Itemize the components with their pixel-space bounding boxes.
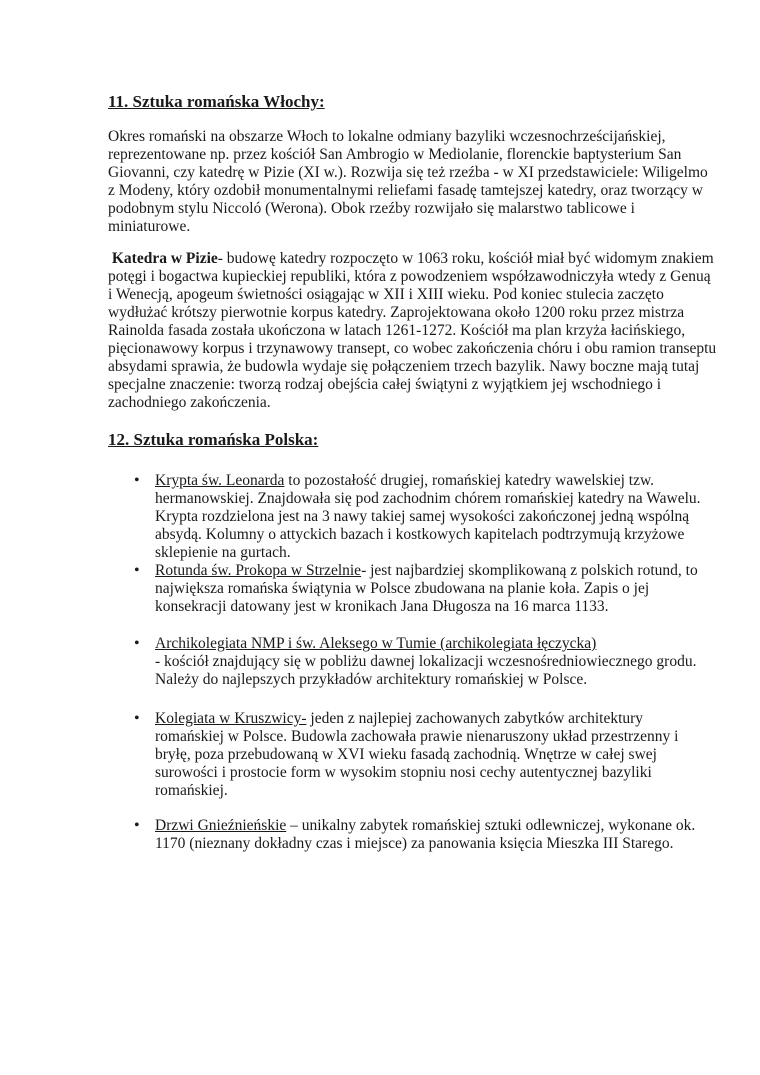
item-title: Kolegiata w Kruszwicy- [155,710,307,727]
item-text: jeden z najlepiej zachowanych zabytków architektury romańskiej w Polsce. Budowla zachowała prawie nienaruszony układ przestrzenny i bryłę, poza przebudowaną w XVI wieku fasadą zachodnią. Wnętrze w całej swej surowości i prostocie form w wysokim stopniu nosi cechy autentycznej bazyliki romańskiej. [155,710,679,799]
pisa-cathedral-title: Katedra w Pizie [111,250,218,267]
pisa-cathedral-paragraph [108,250,718,412]
list-item [155,710,715,800]
item-title: Archikolegiata NMP i św. Aleksego w Tumie (archikolegiata łęczycka) [155,635,597,652]
item-text: - jest najbardziej skomplikowaną z polskich rotund, to największa romańska świątynia w Polsce zbudowana na planie koła. Zapis o jej konsekracji datowany jest w kronikach Jana Długosza na 16 marca 1133. [155,562,698,615]
item-title: Drzwi Gnieźnieńskie [155,817,287,834]
item-text: - kościół znajdujący się w pobliżu dawnej lokalizacji wczesnośredniowiecznego grodu. Należy do najlepszych przykładów architektury romańskiej w Polsce. [155,653,697,688]
list-item [155,472,715,562]
item-title: Rotunda św. Prokopa w Strzelnie [155,562,362,579]
item-text: to pozostałość drugiej, romańskiej katedry wawelskiej tzw. hermanowskiej. Znajdowała się pod zachodnim chórem romańskiej katedry na Wawelu. Krypta rozdzielona jest na 3 nawy takiej samej wysokości zakończonej jedną wspólną absydą. Kolumny o attyckich bazach i kostkowych kapitelach podtrzymują krzyżowe sklepienie na gurtach. [155,472,701,561]
list-item [155,817,715,853]
item-title: Krypta św. Leonarda [155,472,285,489]
item-text: – unikalny zabytek romańskiej sztuki odlewniczej, wykonane ok. 1170 (nieznany dokładny czas i miejsce) za panowania księcia Mieszka III Starego. [155,817,696,852]
section-11-intro: Okres romański na obszarze Włoch to lokalne odmiany bazyliki wczesnochrześcijańskiej, reprezentowane np. przez kościół San Ambrogio w Mediolanie, florenckie baptysterium San Giovanni, czy katedrę w Pizie (XI w.). Rozwija się też rzeźba - w XI przedstawiciele: Wiligelmo z Modeny, który ozdobił monumentalnymi reliefami fasadę tamtejszej katedry, oraz tworzący w podobnym stylu Niccoló (Werona). Obok rzeźby rozwijało się malarstwo tablicowe i miniaturowe. [108,128,708,235]
list-item [155,562,715,616]
section-11-heading: 11. Sztuka romańska Włochy: [108,92,325,111]
list-item [155,635,715,689]
section-12-heading: 12. Sztuka romańska Polska: [108,430,319,449]
pisa-cathedral-text: - budowę katedry rozpoczęto w 1063 roku, kościół miał być widomym znakiem potęgi i bogactwa kupieckiej republiki, która z powodzeniem współzawodniczyła wtedy z Genuą i Wenecją, apogeum świetności osiągając w XII i XIII wieku. Pod koniec stulecia zaczęto wydłużać krótszy pierwotnie korpus katedry. Zaprojektowana około 1200 roku przez mistrza Rainolda fasada została ukończona w latach 1261-1272. Kościół ma plan krzyża łacińskiego, pięcionawowy korpus i trzynawowy transept, co wobec zakończenia chóru i obu ramion transeptu absydami sprawia, że budowla wydaje się połączeniem trzech bazylik. Nawy boczne mają tutaj specjalne znaczenie: tworzą rodzaj obejścia całej świątyni z wyjątkiem jej wschodniego i zachodniego zakończenia. [108,250,717,411]
